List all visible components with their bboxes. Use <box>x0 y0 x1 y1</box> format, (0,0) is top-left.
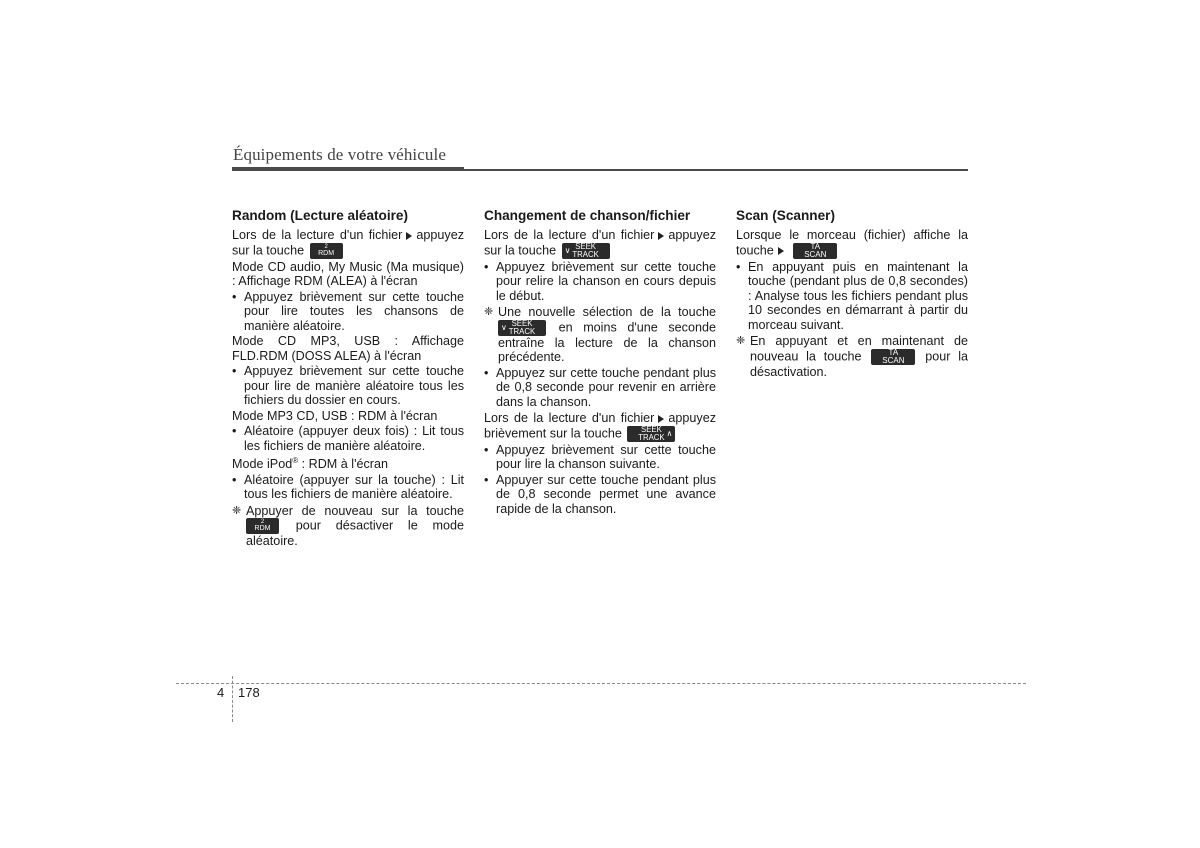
intro-text: Lors de la lecture d'un fichier <box>484 411 655 425</box>
key-label: SEEK <box>575 242 597 251</box>
column-random <box>232 208 464 550</box>
bullet-item <box>484 443 716 472</box>
note-marker-icon: ❈ <box>232 504 242 517</box>
bullet-text: Appuyez brièvement sur cette touche pour lire de manière aléatoire tous les fichiers du dossier en cours. <box>244 364 464 407</box>
mode-text: Mode CD audio, My Music (Ma musique) : Affichage RDM (ALEA) à l'écran <box>232 259 464 288</box>
footer-vertical-divider <box>232 676 233 722</box>
bullet-marker: • <box>232 424 237 438</box>
play-arrow-icon <box>658 415 664 423</box>
bullet-item <box>736 260 968 333</box>
chevron-up-icon: ∧ <box>666 428 673 438</box>
seek-track-down-key-icon <box>498 320 546 336</box>
bullet-item <box>232 424 464 453</box>
track-intro-next <box>484 411 716 442</box>
mode-text: Mode MP3 CD, USB : RDM à l'écran <box>232 408 438 423</box>
chevron-down-icon: ∨ <box>501 322 507 332</box>
intro-text: appuyez <box>668 411 716 425</box>
play-arrow-icon <box>658 232 664 240</box>
mode-text <box>232 454 464 472</box>
mode-text: Mode CD MP3, USB : Affichage FLD.RDM (DOSS ALEA) à l'écran <box>232 334 464 363</box>
bullet-text: Aléatoire (appuyer sur la touche) : Lit tous les fichiers de manière aléatoire. <box>244 472 464 502</box>
intro-text: Lors de la lecture d'un fichier <box>484 228 655 242</box>
note-marker-icon: ❈ <box>736 335 746 347</box>
intro-text: Lorsque le morceau (fichier) affiche la touche <box>736 228 968 257</box>
key-number: 2 <box>324 243 328 250</box>
seek-track-down-key-icon <box>562 243 610 259</box>
intro-text: appuyez <box>668 228 716 242</box>
note-text: Une nouvelle sélection de la touche <box>498 305 716 319</box>
key-label: RDM <box>318 249 335 257</box>
section-title-scan: Scan (Scanner) <box>736 208 835 223</box>
mode-text-part: : RDM à l'écran <box>298 457 389 472</box>
section-title-random: Random (Lecture aléatoire) <box>232 208 409 223</box>
track-intro <box>484 228 716 259</box>
intro-text: sur la touche <box>484 242 557 257</box>
bullet-text: En appuyant puis en maintenant la touche (pendant plus de 0,8 secondes) : Analyse tous les fichiers pendant plus 10 secondes en démarrant à partir du morceau suivant. <box>748 259 968 332</box>
bullet-marker: • <box>232 289 237 304</box>
chapter-number: 4 <box>217 685 225 700</box>
key-label: SEEK <box>511 319 533 328</box>
intro-text: brièvement sur la touche <box>484 425 622 440</box>
page-header-title: Équipements de votre véhicule <box>233 145 446 164</box>
column-scan <box>736 208 968 380</box>
bullet-text: Aléatoire (appuyer deux fois) : Lit tous les fichiers de manière aléatoire. <box>244 424 464 453</box>
bullet-item <box>484 366 716 410</box>
bullet-text: Appuyer sur cette touche pendant plus de 0,8 seconde permet une avance rapide de la chanson. <box>496 472 716 516</box>
note-item <box>232 504 464 549</box>
ta-scan-key-icon <box>871 349 915 365</box>
bullet-marker: • <box>484 365 489 380</box>
key-label: SCAN <box>882 355 905 365</box>
note-text: en moins d'une seconde entraîne la lecture de la chanson précédente. <box>498 319 716 364</box>
bullet-marker: • <box>736 259 741 274</box>
key-label: TA <box>810 242 821 251</box>
note-item <box>484 305 716 365</box>
footer-divider <box>176 683 1026 684</box>
intro-text: sur la touche <box>232 242 305 257</box>
bullet-marker: • <box>484 472 489 487</box>
bullet-item <box>484 260 716 304</box>
note-text: En appuyant et en maintenant de nouveau la touche <box>750 334 968 363</box>
seek-track-up-key-icon <box>627 426 675 442</box>
play-arrow-icon <box>406 232 412 240</box>
scan-intro <box>736 228 968 259</box>
key-label: TA <box>888 348 899 357</box>
key-label: TRACK <box>638 432 665 442</box>
mode-text-part: Mode iPod <box>232 457 293 472</box>
intro-text: Lors de la lecture d'un fichier <box>232 228 403 242</box>
ta-scan-key-icon <box>793 243 837 259</box>
bullet-marker: • <box>484 259 489 274</box>
header-rule-thick <box>232 167 464 171</box>
registered-mark: ® <box>292 456 299 465</box>
bullet-marker: • <box>232 364 237 378</box>
bullet-text: Appuyez sur cette touche pendant plus de 0,8 seconde pour revenir en arrière dans la chanson. <box>496 365 716 409</box>
key-label: SEEK <box>641 425 662 434</box>
bullet-text: Appuyez brièvement sur cette touche pour relire la chanson en cours depuis le début. <box>496 259 716 303</box>
bullet-item <box>232 364 464 408</box>
key-label: RDM <box>254 525 271 533</box>
bullet-marker: • <box>484 442 489 457</box>
key-label: TRACK <box>572 249 599 259</box>
rdm-key-icon <box>310 243 343 259</box>
intro-text: appuyez <box>416 228 464 242</box>
note-text: Appuyer de nouveau sur la touche <box>246 503 464 518</box>
bullet-item <box>484 473 716 517</box>
bullet-item <box>232 473 464 502</box>
key-label: SCAN <box>804 249 827 259</box>
key-label: TRACK <box>508 326 536 336</box>
bullet-text: Appuyez brièvement sur cette touche pour lire la chanson suivante. <box>496 442 716 471</box>
bullet-item <box>232 290 464 334</box>
note-text: pour la désactivation. <box>750 348 969 379</box>
note-marker-icon: ❈ <box>484 306 494 318</box>
rdm-key-icon <box>246 518 279 534</box>
random-intro <box>232 228 464 259</box>
section-title-track-change: Changement de chanson/fichier <box>484 208 691 223</box>
header-rule-thin <box>464 169 968 171</box>
bullet-text: Appuyez brièvement sur cette touche pour lire toutes les chansons de manière aléatoire. <box>244 289 464 333</box>
note-text: pour désactiver le mode aléatoire. <box>246 518 465 549</box>
key-number: 2 <box>260 519 265 526</box>
bullet-marker: • <box>232 472 237 487</box>
note-item <box>736 334 968 379</box>
page-number: 178 <box>238 685 260 700</box>
play-arrow-icon <box>778 247 784 255</box>
chevron-down-icon: ∨ <box>564 245 571 255</box>
column-track-change <box>484 208 716 517</box>
